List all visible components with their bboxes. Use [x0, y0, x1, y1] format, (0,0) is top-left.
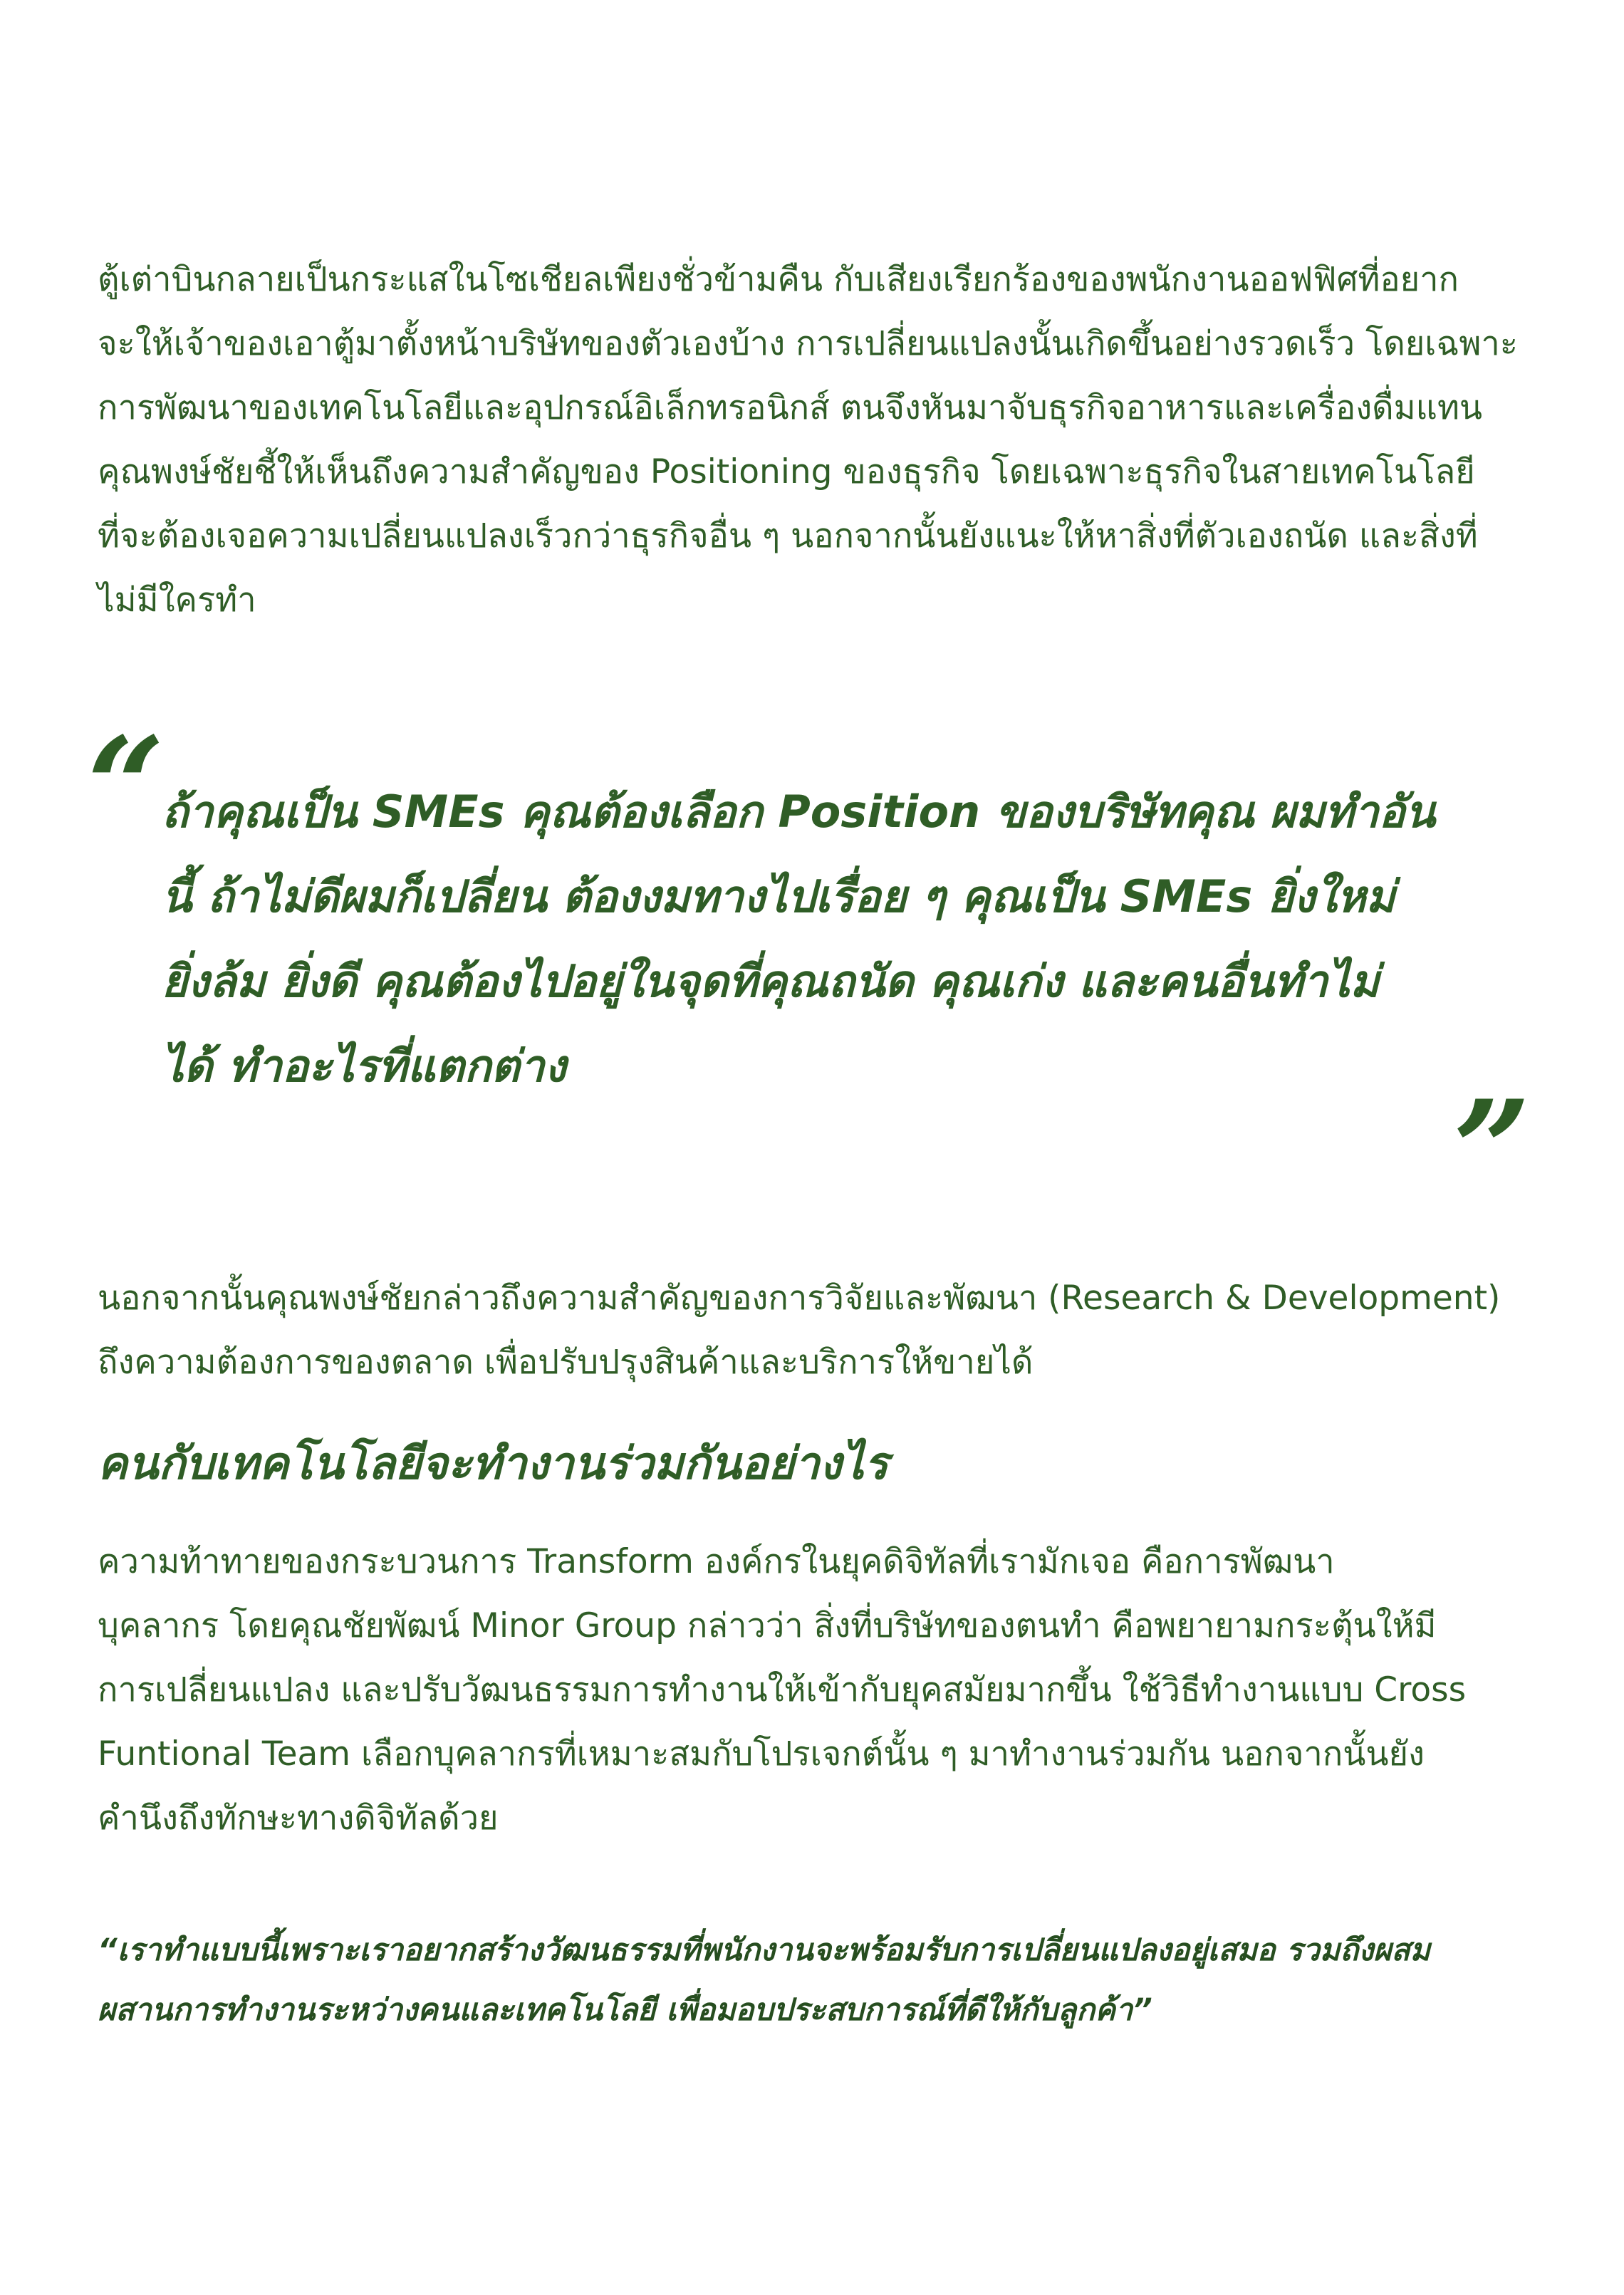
pull-quote-line: นี้ ถ้าไม่ดีผมก็เปลี่ยน ต้องงมทางไปเรื่อย ๆ คุณเป็น SMEs ยิ่งใหม่ [162, 870, 1395, 922]
transform-paragraph [98, 1530, 1544, 1851]
research-development-paragraph [98, 1266, 1544, 1395]
paragraph-line: Funtional Team เลือกบุคลากรที่เหมาะสมกับโปรเจกต์นั้น ๆ มาทำงานร่วมกัน นอกจากนั้นยัง [98, 1734, 1425, 1774]
paragraph-line: ความท้าทายของกระบวนการ Transform องค์กรในยุคดิจิทัลที่เรามักเจอ คือการพัฒนา [98, 1542, 1335, 1581]
paragraph-line: บุคลากร โดยคุณชัยพัฒน์ Minor Group กล่าวว่า สิ่งที่บริษัทของตนทำ คือพยายามกระตุ้นให้มี [98, 1606, 1437, 1645]
paragraph-line: จะให้เจ้าของเอาตู้มาตั้งหน้าบริษัทของตัวเองบ้าง การเปลี่ยนแปลงนั้นเกิดขึ้นอย่างรวดเร็ว โดยเฉพาะ [98, 324, 1518, 363]
closing-quote-line: “เราทำแบบนี้เพราะเราอยากสร้างวัฒนธรรมที่พนักงานจะพร้อมรับการเปลี่ยนแปลงอยู่เสมอ รวมถึงผสม [98, 1932, 1431, 1968]
paragraph-line: ตู้เต่าบินกลายเป็นกระแสในโซเชียลเพียงชั่วข้ามคืน กับเสียงเรียกร้องของพนักงานออฟฟิศที่อยาก [98, 260, 1459, 299]
pull-quote-line: ได้ ทำอะไรที่แตกต่าง [162, 1040, 566, 1092]
paragraph-line: ที่จะต้องเจอความเปลี่ยนแปลงเร็วกว่าธุรกิจอื่น ๆ นอกจากนั้นยังแนะให้หาสิ่งที่ตัวเองถนัด และสิ่งที่ [98, 516, 1478, 556]
pull-quote [162, 769, 1544, 1108]
intro-paragraph [98, 248, 1544, 633]
close-quote-mark-icon: ” [1453, 1071, 1531, 1229]
paragraph-line: คำนึงถึงทักษะทางดิจิทัลด้วย [98, 1799, 499, 1838]
section-heading: คนกับเทคโนโลยีจะทำงานร่วมกันอย่างไร [98, 1437, 889, 1489]
pull-quote-line: ถ้าคุณเป็น SMEs คุณต้องเลือก Position ของบริษัทคุณ ผมทำอัน [162, 786, 1436, 838]
paragraph-line: ถึงความต้องการของตลาด เพื่อปรับปรุงสินค้าและบริการให้ขายได้ [98, 1343, 1034, 1382]
paragraph-line: คุณพงษ์ชัยชี้ให้เห็นถึงความสำคัญของ Positioning ของธุรกิจ โดยเฉพาะธุรกิจในสายเทคโนโลยี [98, 452, 1475, 491]
pull-quote-line: ยิ่งล้ม ยิ่งดี คุณต้องไปอยู่ในจุดที่คุณถนัด คุณเก่ง และคนอื่นทำไม่ [162, 955, 1380, 1007]
paragraph-line: นอกจากนั้นคุณพงษ์ชัยกล่าวถึงความสำคัญของการวิจัยและพัฒนา (Research & Development) [98, 1279, 1501, 1318]
closing-quote [98, 1920, 1544, 2040]
closing-quote-line: ผสานการทำงานระหว่างคนและเทคโนโลยี เพื่อมอบประสบการณ์ที่ดีให้กับลูกค้า” [98, 1992, 1152, 2028]
paragraph-line: การเปลี่ยนแปลง และปรับวัฒนธรรมการทำงานให้เข้ากับยุคสมัยมากขึ้น ใช้วิธีทำงานแบบ Cross [98, 1670, 1467, 1709]
open-quote-mark-icon: “ [87, 707, 165, 866]
paragraph-line: การพัฒนาของเทคโนโลยีและอุปกรณ์อิเล็กทรอนิกส์ ตนจึงหันมาจับธุรกิจอาหารและเครื่องดื่มแทน [98, 388, 1483, 427]
paragraph-line: ไม่มีใครทำ [98, 581, 256, 620]
